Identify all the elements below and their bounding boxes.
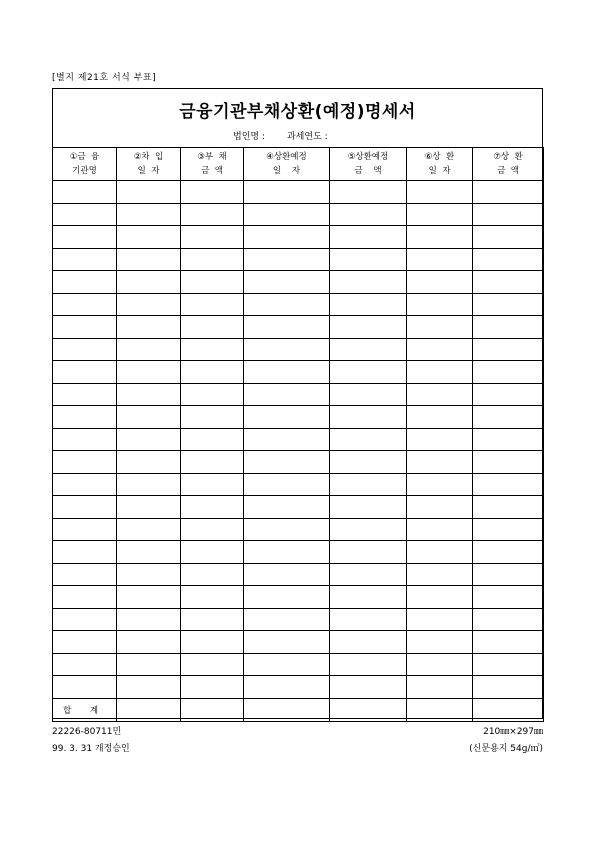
form-subtitle xyxy=(233,129,328,142)
entry-cell[interactable] xyxy=(181,428,244,451)
entry-cell[interactable] xyxy=(407,248,473,271)
entry-cell[interactable] xyxy=(181,518,244,541)
table-row xyxy=(53,293,544,316)
entry-cell[interactable] xyxy=(330,496,407,519)
entry-cell[interactable] xyxy=(117,383,181,406)
table-row xyxy=(53,586,544,609)
entry-cell[interactable] xyxy=(473,653,544,676)
entry-cell[interactable] xyxy=(244,631,330,654)
entry-cell[interactable] xyxy=(330,248,407,271)
entry-cell[interactable] xyxy=(473,293,544,316)
entry-cell[interactable] xyxy=(117,203,181,226)
entry-cell[interactable] xyxy=(244,226,330,249)
entry-cell[interactable] xyxy=(181,586,244,609)
corp-name-label: 법인명 : xyxy=(233,132,265,142)
entry-cell[interactable] xyxy=(330,226,407,249)
entry-cell[interactable] xyxy=(244,518,330,541)
entry-cell[interactable] xyxy=(181,203,244,226)
entry-cell[interactable] xyxy=(117,608,181,631)
entry-cell[interactable] xyxy=(117,181,181,204)
entry-cell[interactable] xyxy=(330,608,407,631)
entry-cell[interactable] xyxy=(407,563,473,586)
entry-cell[interactable] xyxy=(181,563,244,586)
entry-cell[interactable] xyxy=(473,518,544,541)
entry-cell[interactable] xyxy=(117,428,181,451)
entry-cell[interactable] xyxy=(53,608,117,631)
entry-cell[interactable] xyxy=(244,181,330,204)
entry-cell[interactable] xyxy=(407,608,473,631)
entry-cell[interactable] xyxy=(330,676,407,699)
table-header-row xyxy=(53,148,544,181)
entry-cell[interactable] xyxy=(473,316,544,339)
entry-cell[interactable] xyxy=(244,608,330,631)
table-row xyxy=(53,676,544,699)
entry-cell[interactable] xyxy=(244,428,330,451)
entry-cell[interactable] xyxy=(407,653,473,676)
entry-cell[interactable] xyxy=(330,383,407,406)
entry-cell[interactable] xyxy=(330,631,407,654)
header-cell-repay-amount: ⑦상 환 금 액 xyxy=(473,148,544,181)
table-row xyxy=(53,226,544,249)
entry-cell[interactable] xyxy=(181,181,244,204)
entry-cell[interactable] xyxy=(330,563,407,586)
entry-cell[interactable] xyxy=(244,248,330,271)
entry-cell[interactable] xyxy=(407,406,473,429)
entry-cell[interactable] xyxy=(407,293,473,316)
table-row xyxy=(53,203,544,226)
entry-cell[interactable] xyxy=(330,518,407,541)
entry-cell[interactable] xyxy=(181,473,244,496)
entry-cell[interactable] xyxy=(53,451,117,474)
entry-cell[interactable] xyxy=(53,586,117,609)
entry-cell[interactable] xyxy=(244,541,330,564)
entry-cell[interactable] xyxy=(407,316,473,339)
table-row xyxy=(53,383,544,406)
entry-cell[interactable] xyxy=(407,631,473,654)
entry-cell[interactable] xyxy=(117,248,181,271)
table-row xyxy=(53,428,544,451)
paper-size: 210㎜×297㎜ xyxy=(483,727,543,737)
total-label-text: 합 계 xyxy=(62,705,107,716)
entry-cell[interactable] xyxy=(117,226,181,249)
entry-cell[interactable] xyxy=(330,653,407,676)
total-label xyxy=(53,698,117,721)
entry-cell[interactable] xyxy=(117,271,181,294)
entry-cell[interactable] xyxy=(181,226,244,249)
entry-cell[interactable] xyxy=(53,631,117,654)
entry-cell[interactable] xyxy=(53,338,117,361)
entry-cell[interactable] xyxy=(53,653,117,676)
entry-cell[interactable] xyxy=(117,518,181,541)
entry-cell[interactable] xyxy=(330,271,407,294)
entry-cell[interactable] xyxy=(473,248,544,271)
entry-cell[interactable] xyxy=(473,226,544,249)
entry-cell[interactable] xyxy=(117,563,181,586)
entry-cell[interactable] xyxy=(244,653,330,676)
entry-cell[interactable] xyxy=(330,406,407,429)
total-cell[interactable] xyxy=(244,698,330,721)
entry-cell[interactable] xyxy=(117,631,181,654)
entry-cell[interactable] xyxy=(244,383,330,406)
table-row xyxy=(53,541,544,564)
entry-cell[interactable] xyxy=(244,271,330,294)
entry-cell[interactable] xyxy=(407,428,473,451)
entry-cell[interactable] xyxy=(117,451,181,474)
total-row xyxy=(53,698,544,721)
entry-cell[interactable] xyxy=(407,338,473,361)
entry-cell[interactable] xyxy=(473,586,544,609)
entry-cell[interactable] xyxy=(53,541,117,564)
entry-cell[interactable] xyxy=(181,451,244,474)
entry-cell[interactable] xyxy=(473,271,544,294)
table-row xyxy=(53,496,544,519)
entry-cell[interactable] xyxy=(330,586,407,609)
entry-cell[interactable] xyxy=(53,383,117,406)
entry-cell[interactable] xyxy=(473,541,544,564)
entry-cell[interactable] xyxy=(53,563,117,586)
tax-year-label: 과세연도 : xyxy=(286,132,328,142)
entry-cell[interactable] xyxy=(330,181,407,204)
entry-cell[interactable] xyxy=(330,338,407,361)
entry-cell[interactable] xyxy=(244,338,330,361)
total-cell[interactable] xyxy=(407,698,473,721)
entry-cell[interactable] xyxy=(244,676,330,699)
total-cell[interactable] xyxy=(473,698,544,721)
entry-cell[interactable] xyxy=(473,676,544,699)
entry-cell[interactable] xyxy=(473,608,544,631)
table-row xyxy=(53,451,544,474)
entry-cell[interactable] xyxy=(407,676,473,699)
debt-repayment-table xyxy=(52,147,544,722)
entry-cell[interactable] xyxy=(330,203,407,226)
entry-cell[interactable] xyxy=(181,361,244,384)
approval-date: 99. 3. 31 개정승인 xyxy=(52,744,130,754)
entry-cell[interactable] xyxy=(244,293,330,316)
entry-cell[interactable] xyxy=(117,338,181,361)
entry-cell[interactable] xyxy=(244,203,330,226)
entry-cell[interactable] xyxy=(473,361,544,384)
entry-cell[interactable] xyxy=(117,473,181,496)
entry-cell[interactable] xyxy=(244,316,330,339)
entry-cell[interactable] xyxy=(53,181,117,204)
entry-cell[interactable] xyxy=(330,293,407,316)
entry-cell[interactable] xyxy=(53,473,117,496)
entry-cell[interactable] xyxy=(117,541,181,564)
entry-cell[interactable] xyxy=(244,563,330,586)
table-row xyxy=(53,181,544,204)
entry-cell[interactable] xyxy=(407,226,473,249)
entry-cell[interactable] xyxy=(53,676,117,699)
entry-cell[interactable] xyxy=(407,541,473,564)
entry-cell[interactable] xyxy=(117,406,181,429)
header-cell-planned-date: ④상환예정 일 자 xyxy=(244,148,330,181)
header-cell-repay-date: ⑥상 환 일 자 xyxy=(407,148,473,181)
entry-cell[interactable] xyxy=(473,181,544,204)
form-code: 22226-80711민 xyxy=(52,727,122,737)
table-row xyxy=(53,631,544,654)
entry-cell[interactable] xyxy=(53,316,117,339)
header-cell-borrow-date: ②차 입 일 자 xyxy=(117,148,181,181)
entry-cell[interactable] xyxy=(473,451,544,474)
entry-cell[interactable] xyxy=(244,406,330,429)
entry-cell[interactable] xyxy=(53,271,117,294)
table-row xyxy=(53,608,544,631)
total-cell[interactable] xyxy=(181,698,244,721)
entry-cell[interactable] xyxy=(473,428,544,451)
entry-cell[interactable] xyxy=(117,361,181,384)
entry-cell[interactable] xyxy=(407,586,473,609)
entry-cell[interactable] xyxy=(407,383,473,406)
entry-cell[interactable] xyxy=(407,473,473,496)
form-frame xyxy=(52,88,543,719)
entry-cell[interactable] xyxy=(117,676,181,699)
entry-cell[interactable] xyxy=(181,271,244,294)
entry-cell[interactable] xyxy=(181,316,244,339)
entry-cell[interactable] xyxy=(473,473,544,496)
entry-cell[interactable] xyxy=(330,316,407,339)
header-cell-institution: ①금 융 기관명 xyxy=(53,148,117,181)
table-row xyxy=(53,653,544,676)
entry-cell[interactable] xyxy=(473,383,544,406)
entry-cell[interactable] xyxy=(473,496,544,519)
entry-cell[interactable] xyxy=(473,338,544,361)
entry-cell[interactable] xyxy=(330,541,407,564)
entry-cell[interactable] xyxy=(330,361,407,384)
entry-cell[interactable] xyxy=(473,631,544,654)
paper-type: (신문용지 54g/㎡) xyxy=(469,744,543,754)
entry-cell[interactable] xyxy=(117,653,181,676)
entry-cell[interactable] xyxy=(181,248,244,271)
entry-cell[interactable] xyxy=(117,496,181,519)
header-cell-debt-amount: ③부 채 금 액 xyxy=(181,148,244,181)
entry-cell[interactable] xyxy=(330,428,407,451)
entry-cell[interactable] xyxy=(473,563,544,586)
entry-cell[interactable] xyxy=(407,181,473,204)
entry-cell[interactable] xyxy=(181,653,244,676)
entry-cell[interactable] xyxy=(407,518,473,541)
form-title: 금융기관부채상환(예정)명세서 xyxy=(179,102,416,122)
table-row xyxy=(53,361,544,384)
form-number-label: [별지 제21호 서식 부표] xyxy=(52,73,157,83)
entry-cell[interactable] xyxy=(473,203,544,226)
table-row xyxy=(53,473,544,496)
entry-cell[interactable] xyxy=(53,406,117,429)
entry-cell[interactable] xyxy=(181,406,244,429)
entry-cell[interactable] xyxy=(407,451,473,474)
entry-cell[interactable] xyxy=(181,293,244,316)
entry-cell[interactable] xyxy=(244,361,330,384)
entry-cell[interactable] xyxy=(181,541,244,564)
table-row xyxy=(53,338,544,361)
table-row xyxy=(53,406,544,429)
entry-cell[interactable] xyxy=(181,338,244,361)
entry-cell[interactable] xyxy=(117,586,181,609)
entry-cell[interactable] xyxy=(407,496,473,519)
entry-cell[interactable] xyxy=(330,451,407,474)
entry-cell[interactable] xyxy=(53,203,117,226)
entry-cell[interactable] xyxy=(53,226,117,249)
entry-cell[interactable] xyxy=(407,271,473,294)
total-cell[interactable] xyxy=(330,698,407,721)
total-cell[interactable] xyxy=(117,698,181,721)
table-row xyxy=(53,316,544,339)
entry-cell[interactable] xyxy=(181,496,244,519)
entry-cell[interactable] xyxy=(244,586,330,609)
entry-cell[interactable] xyxy=(117,293,181,316)
entry-cell[interactable] xyxy=(407,361,473,384)
entry-cell[interactable] xyxy=(181,608,244,631)
table-row xyxy=(53,248,544,271)
table-row xyxy=(53,518,544,541)
entry-cell[interactable] xyxy=(53,518,117,541)
entry-cell[interactable] xyxy=(53,496,117,519)
entry-cell[interactable] xyxy=(53,361,117,384)
entry-cell[interactable] xyxy=(330,473,407,496)
entry-cell[interactable] xyxy=(244,451,330,474)
entry-cell[interactable] xyxy=(53,248,117,271)
table-row xyxy=(53,271,544,294)
table-row xyxy=(53,563,544,586)
entry-cell[interactable] xyxy=(244,473,330,496)
entry-cell[interactable] xyxy=(244,496,330,519)
entry-cell[interactable] xyxy=(407,203,473,226)
entry-cell[interactable] xyxy=(53,428,117,451)
entry-cell[interactable] xyxy=(473,406,544,429)
entry-cell[interactable] xyxy=(117,316,181,339)
entry-cell[interactable] xyxy=(181,676,244,699)
header-cell-planned-amount: ⑤상환예정 금 액 xyxy=(330,148,407,181)
entry-cell[interactable] xyxy=(53,293,117,316)
entry-cell[interactable] xyxy=(181,383,244,406)
entry-cell[interactable] xyxy=(181,631,244,654)
